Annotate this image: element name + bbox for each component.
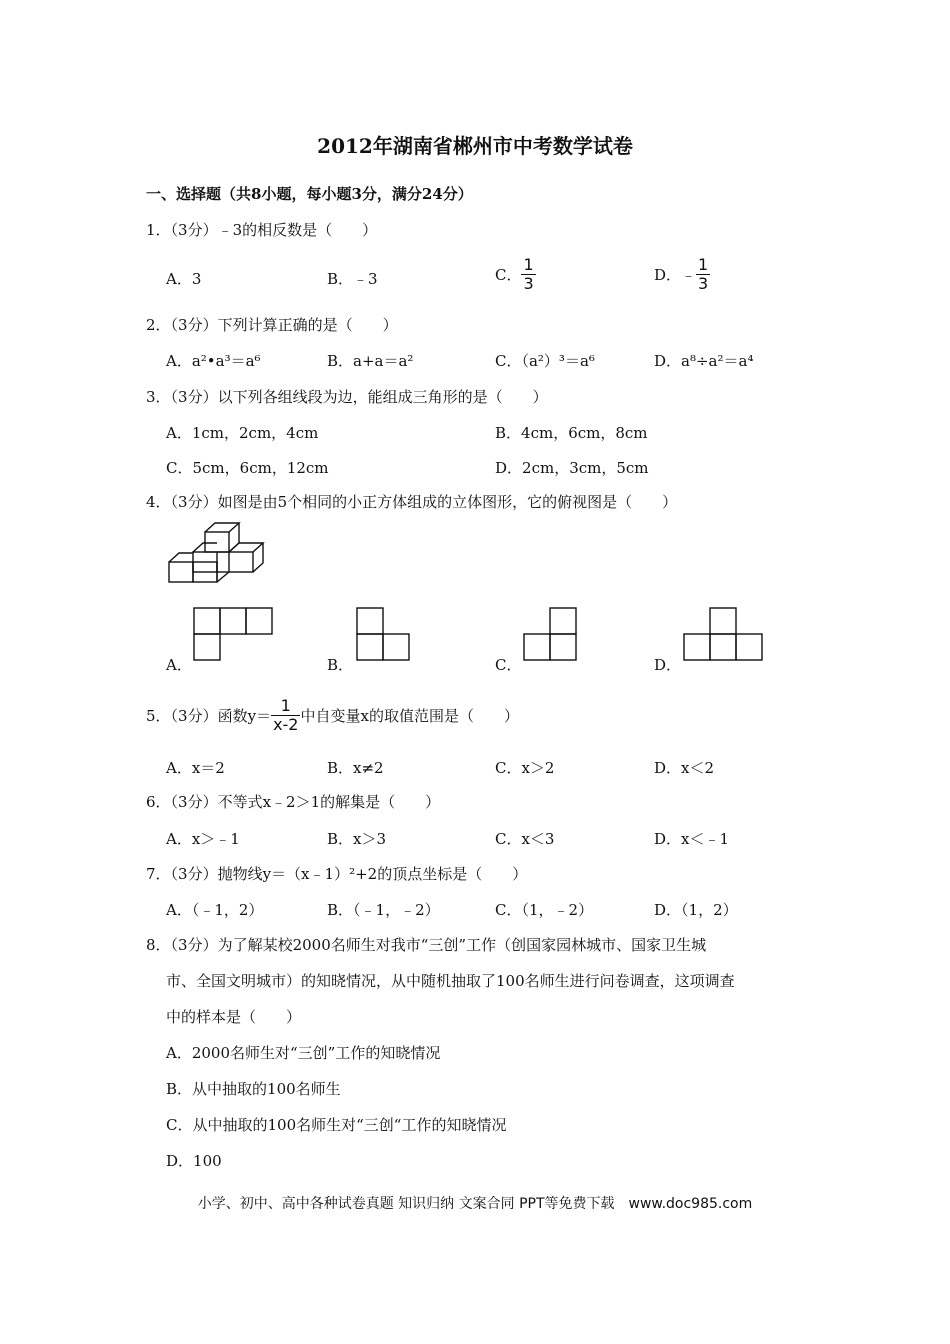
q4-option-b: B． [327, 656, 354, 674]
denominator: 3 [523, 274, 534, 293]
q1-option-c-label: C． [495, 266, 522, 284]
q7-option-d: D．（1，2） [654, 901, 738, 919]
q6-option-d: D．x＜﹣1 [654, 830, 730, 848]
q8-option-a: A．2000名师生对“三创”工作的知晓情况 [166, 1044, 441, 1062]
q5-option-d: D．x＜2 [654, 759, 715, 777]
question-8-line-3: 中的样本是（ ） [166, 1008, 302, 1026]
question-2: 2．（3分）下列计算正确的是（ ） [146, 316, 398, 334]
q4-option-d-figure [684, 608, 764, 660]
question-5-prefix: 5．（3分）函数y＝ [146, 707, 272, 725]
q4-option-b-figure [357, 608, 411, 660]
question-1: 1．（3分）﹣3的相反数是（ ） [146, 221, 378, 239]
q1-option-a: A．3 [166, 270, 202, 288]
q4-option-a: A． [166, 656, 192, 674]
q6-option-b: B．x＞3 [327, 830, 387, 848]
q5-option-c: C．x＞2 [495, 759, 555, 777]
q5-option-b: B．x≠2 [327, 759, 384, 777]
question-8-line-2: 市、全国文明城市）的知晓情况，从中随机抽取了100名师生进行问卷调查，这项调查 [166, 972, 735, 990]
q3-option-a: A．1cm，2cm，4cm [166, 424, 319, 442]
q2-option-c: C．（a²）³＝a⁶ [495, 352, 595, 370]
fraction [696, 256, 710, 293]
question-5 [146, 697, 519, 734]
question-6: 6．（3分）不等式x﹣2＞1的解集是（ ） [146, 793, 441, 811]
q8-option-d: D．100 [166, 1152, 222, 1170]
question-5-suffix: 中自变量x的取值范围是（ ） [300, 707, 519, 725]
numerator: 1 [271, 697, 300, 716]
denominator: 3 [698, 274, 709, 293]
q5-option-a: A．x＝2 [166, 759, 225, 777]
q3-option-b: B．4cm，6cm，8cm [495, 424, 648, 442]
q4-option-c: C． [495, 656, 522, 674]
numerator: 1 [523, 255, 534, 274]
q2-option-a: A．a²•a³＝a⁶ [166, 352, 261, 370]
fraction [271, 697, 300, 734]
q2-option-d: D．a⁸÷a²＝a⁴ [654, 352, 754, 370]
q1-option-d-label: D．﹣ [654, 266, 697, 284]
page-title: 2012年湖南省郴州市中考数学试卷 [317, 134, 633, 158]
q7-option-a: A．（﹣1，2） [166, 901, 264, 919]
q1-option-b: B．﹣3 [327, 270, 378, 288]
fraction [521, 256, 535, 293]
q2-option-b: B．a+a＝a² [327, 352, 414, 370]
q8-option-b: B．从中抽取的100名师生 [166, 1080, 341, 1098]
q8-option-c: C．从中抽取的100名师生对“三创“工作的知晓情况 [166, 1116, 507, 1134]
denominator: x-2 [273, 715, 299, 734]
q4-option-d: D． [654, 656, 682, 674]
q7-option-b: B．（﹣1，﹣2） [327, 901, 440, 919]
question-3: 3．（3分）以下列各组线段为边，能组成三角形的是（ ） [146, 388, 548, 406]
q3-option-d: D．2cm，3cm，5cm [495, 459, 649, 477]
cube-solid-figure [166, 518, 276, 588]
q4-option-a-figure [194, 608, 274, 660]
q1-option-d [654, 256, 710, 293]
footer-text: 小学、初中、高中各种试卷真题 知识归纳 文案合同 PPT等免费下载 www.doc985.com [197, 1196, 753, 1212]
q4-option-c-figure [524, 608, 578, 660]
q6-option-a: A．x＞﹣1 [166, 830, 240, 848]
question-4: 4．（3分）如图是由5个相同的小正方体组成的立体图形，它的俯视图是（ ） [146, 493, 678, 511]
question-8-line-1: 8．（3分）为了解某校2000名师生对我市“三创”工作（创国家园林城市、国家卫生城 [146, 936, 707, 954]
q6-option-c: C．x＜3 [495, 830, 555, 848]
numerator: 1 [698, 255, 709, 274]
q1-option-c [495, 256, 536, 293]
question-7: 7．（3分）抛物线y＝（x﹣1）²+2的顶点坐标是（ ） [146, 865, 528, 883]
q7-option-c: C．（1，﹣2） [495, 901, 594, 919]
section-heading: 一、选择题（共8小题，每小题3分，满分24分） [146, 185, 473, 203]
q3-option-c: C．5cm，6cm，12cm [166, 459, 329, 477]
